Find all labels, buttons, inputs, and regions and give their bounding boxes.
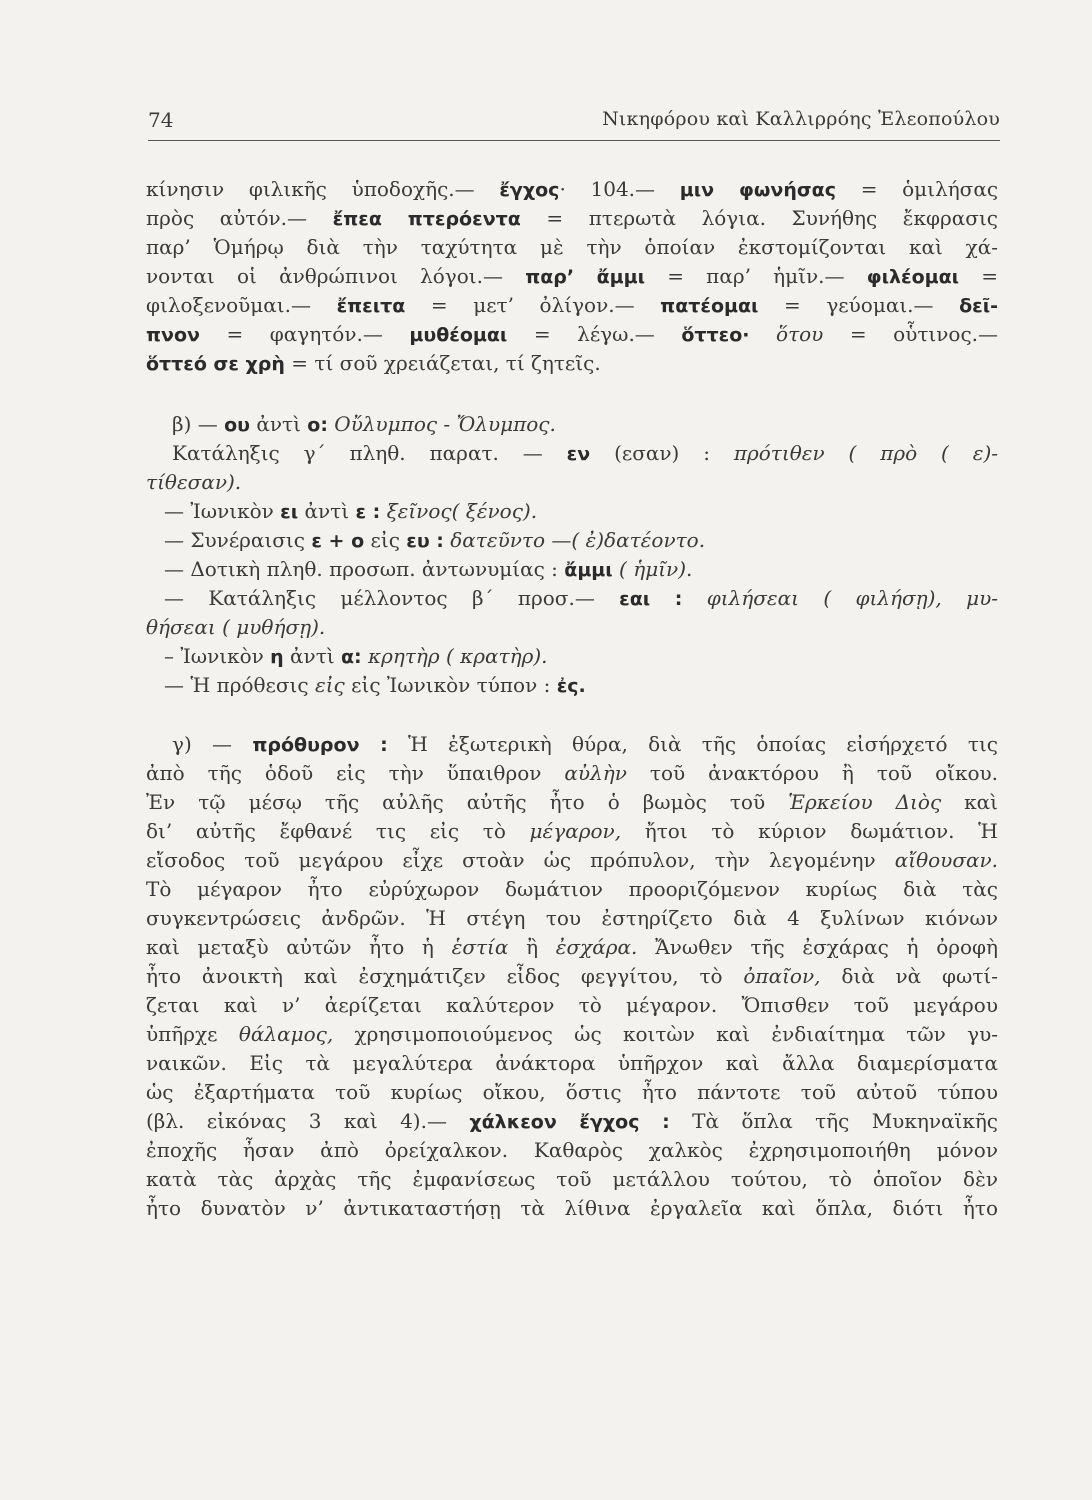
text-line: εἴσοδος τοῦ μεγάρου εἶχε στοὰν ὡς πρόπυλον, τὴν λεγομένην αἴθουσαν.: [146, 848, 998, 872]
section-gap: [146, 378, 998, 410]
text-line: θήσεαι ( μυθήσῃ).: [146, 615, 326, 639]
text-line: Ἐν τῷ μέσῳ τῆς αὐλῆς αὐτῆς ἦτο ὁ βωμὸς τοῦ Ἑρκείου Διὸς καὶ: [146, 790, 999, 814]
text-line: — Συνέραισις ε + ο εἰς ευ : δατεῦντο —( ἐ)δατέοντο.: [164, 528, 706, 552]
text-line: – Ἰωνικὸν η ἀντὶ α: κρητὴρ ( κρατὴρ).: [164, 644, 548, 668]
text-line: — Κατάληξις μέλλοντος β΄ προσ.— εαι : φιλήσεαι ( φιλήσῃ), μυ-: [164, 586, 999, 610]
text-line: ὅττεό σε χρὴ = τί σοῦ χρειάζεται, τί ζητεῖς.: [146, 351, 601, 375]
text-line: καὶ μεταξὺ αὐτῶν ἦτο ἡ ἑστία ἢ ἐσχάρα. Ἄνωθεν τῆς ἐσχάρας ἡ ὀροφὴ: [146, 935, 999, 959]
text-line: ναικῶν. Εἰς τὰ μεγαλύτερα ἀνάκτορα ὑπῆρχον καὶ ἄλλα διαμερίσματα: [146, 1051, 998, 1075]
text-line: ζεται καὶ ν’ ἀερίζεται καλύτερον τὸ μέγαρον. Ὄπισθεν τοῦ μεγάρου: [146, 993, 998, 1017]
page-number: 74: [148, 108, 174, 132]
text-line: νονται οἱ ἀνθρώπινοι λόγοι.— παρ’ ἄμμι = παρ’ ἡμῖν.— φιλέομαι =: [146, 264, 999, 288]
text-line: — Ἰωνικὸν ει ἀντὶ ε : ξεῖνος( ξένος).: [164, 499, 538, 523]
text-line: ἦτο δυνατὸν ν’ ἀντικαταστήσῃ τὰ λίθινα ἐργαλεῖα καὶ ὅπλα, διότι ἦτο: [146, 1196, 998, 1220]
section-heading-g: γ) — πρόθυρον : Ἡ ἐξωτερικὴ θύρα, διὰ τῆς ὁποίας εἰσήρχετό τις: [172, 732, 998, 756]
text-line: παρ’ Ὁμήρῳ διὰ τὴν ταχύτητα μὲ τὴν ὁποίαν ἐκστομίζονται καὶ χά-: [146, 235, 998, 259]
text-line: τίθεσαν).: [146, 470, 242, 494]
text-line: ὑπῆρχε θάλαμος, χρησιμοποιούμενος ὡς κοιτὼν καὶ ἐνδιαίτημα τῶν γυ-: [146, 1022, 999, 1046]
text-line: φιλοξενοῦμαι.— ἔπειτα = μετ’ ὀλίγον.— πατέομαι = γεύομαι.— δεῖ-: [146, 293, 999, 317]
text-line: ὡς ἐξαρτήματα τοῦ κυρίως οἴκου, ὅστις ἦτο πάντοτε τοῦ αὐτοῦ τύπου: [146, 1080, 998, 1104]
running-head: Νικηφόρου καὶ Καλλιρρόης Ἐλεοπούλου: [602, 108, 1000, 130]
text-line: δι’ αὐτῆς ἔφθανέ τις εἰς τὸ μέγαρον, ἤτοι τὸ κύριον δωμάτιον. Ἡ: [146, 819, 999, 843]
page-body: [146, 175, 998, 1223]
text-line: — Ἡ πρόθεσις εἰς εἰς Ἰωνικὸν τύπον : ἐς.: [164, 673, 586, 697]
text-line: (βλ. εἰκόνας 3 καὶ 4).— χάλκεον ἔγχος : Τὰ ὅπλα τῆς Μυκηναϊκῆς: [146, 1109, 999, 1133]
text-line: ἀπὸ τῆς ὁδοῦ εἰς τὴν ὕπαιθρον αὐλὴν τοῦ ἀνακτόρου ἢ τοῦ οἴκου.: [146, 761, 999, 785]
text-line: ἐποχῆς ἦσαν ἀπὸ ὀρείχαλκον. Καθαρὸς χαλκὸς ἐχρησιμοποιήθη μόνον: [146, 1138, 998, 1162]
text-line: κίνησιν φιλικῆς ὑποδοχῆς.— ἔγχος· 104.— μιν φωνήσας = ὁμιλήσας: [146, 177, 999, 201]
text-line: Κατάληξις γ΄ πληθ. παρατ. — εν (εσαν) : πρότιθεν ( πρὸ ( ε)-: [172, 441, 999, 465]
text-line: ἦτο ἀνοικτὴ καὶ ἐσχημάτιζεν εἶδος φεγγίτου, τὸ ὀπαῖον, διὰ νὰ φωτί-: [146, 964, 998, 988]
text-line: πνον = φαγητόν.— μυθέομαι = λέγω.— ὅττεο· ὅτου = οὗτινος.—: [146, 322, 999, 346]
text-line: Τὸ μέγαρον ἦτο εὐρύχωρον δωμάτιον προοριζόμενον κυρίως διὰ τὰς: [146, 877, 998, 901]
text-line: κατὰ τὰς ἀρχὰς τῆς ἐμφανίσεως τοῦ μετάλλου τούτου, τὸ ὁποῖον δὲν: [146, 1167, 998, 1191]
text-line: — Δοτικὴ πληθ. προσωπ. ἀντωνυμίας : ἄμμι ( ἡμῖν).: [164, 557, 693, 581]
text-line: πρὸς αὐτόν.— ἔπεα πτερόεντα = πτερωτὰ λόγια. Συνήθης ἔκφρασις: [146, 206, 999, 230]
section-heading-b: β) — ου ἀντὶ ο: Οὔλυμπος - Ὄλυμπος.: [172, 412, 556, 436]
text-line: συγκεντρώσεις ἀνδρῶν. Ἡ στέγη του ἐστηρίζετο διὰ 4 ξυλίνων κιόνων: [146, 906, 998, 930]
section-gap: [146, 700, 998, 730]
page-header: [148, 104, 1000, 141]
